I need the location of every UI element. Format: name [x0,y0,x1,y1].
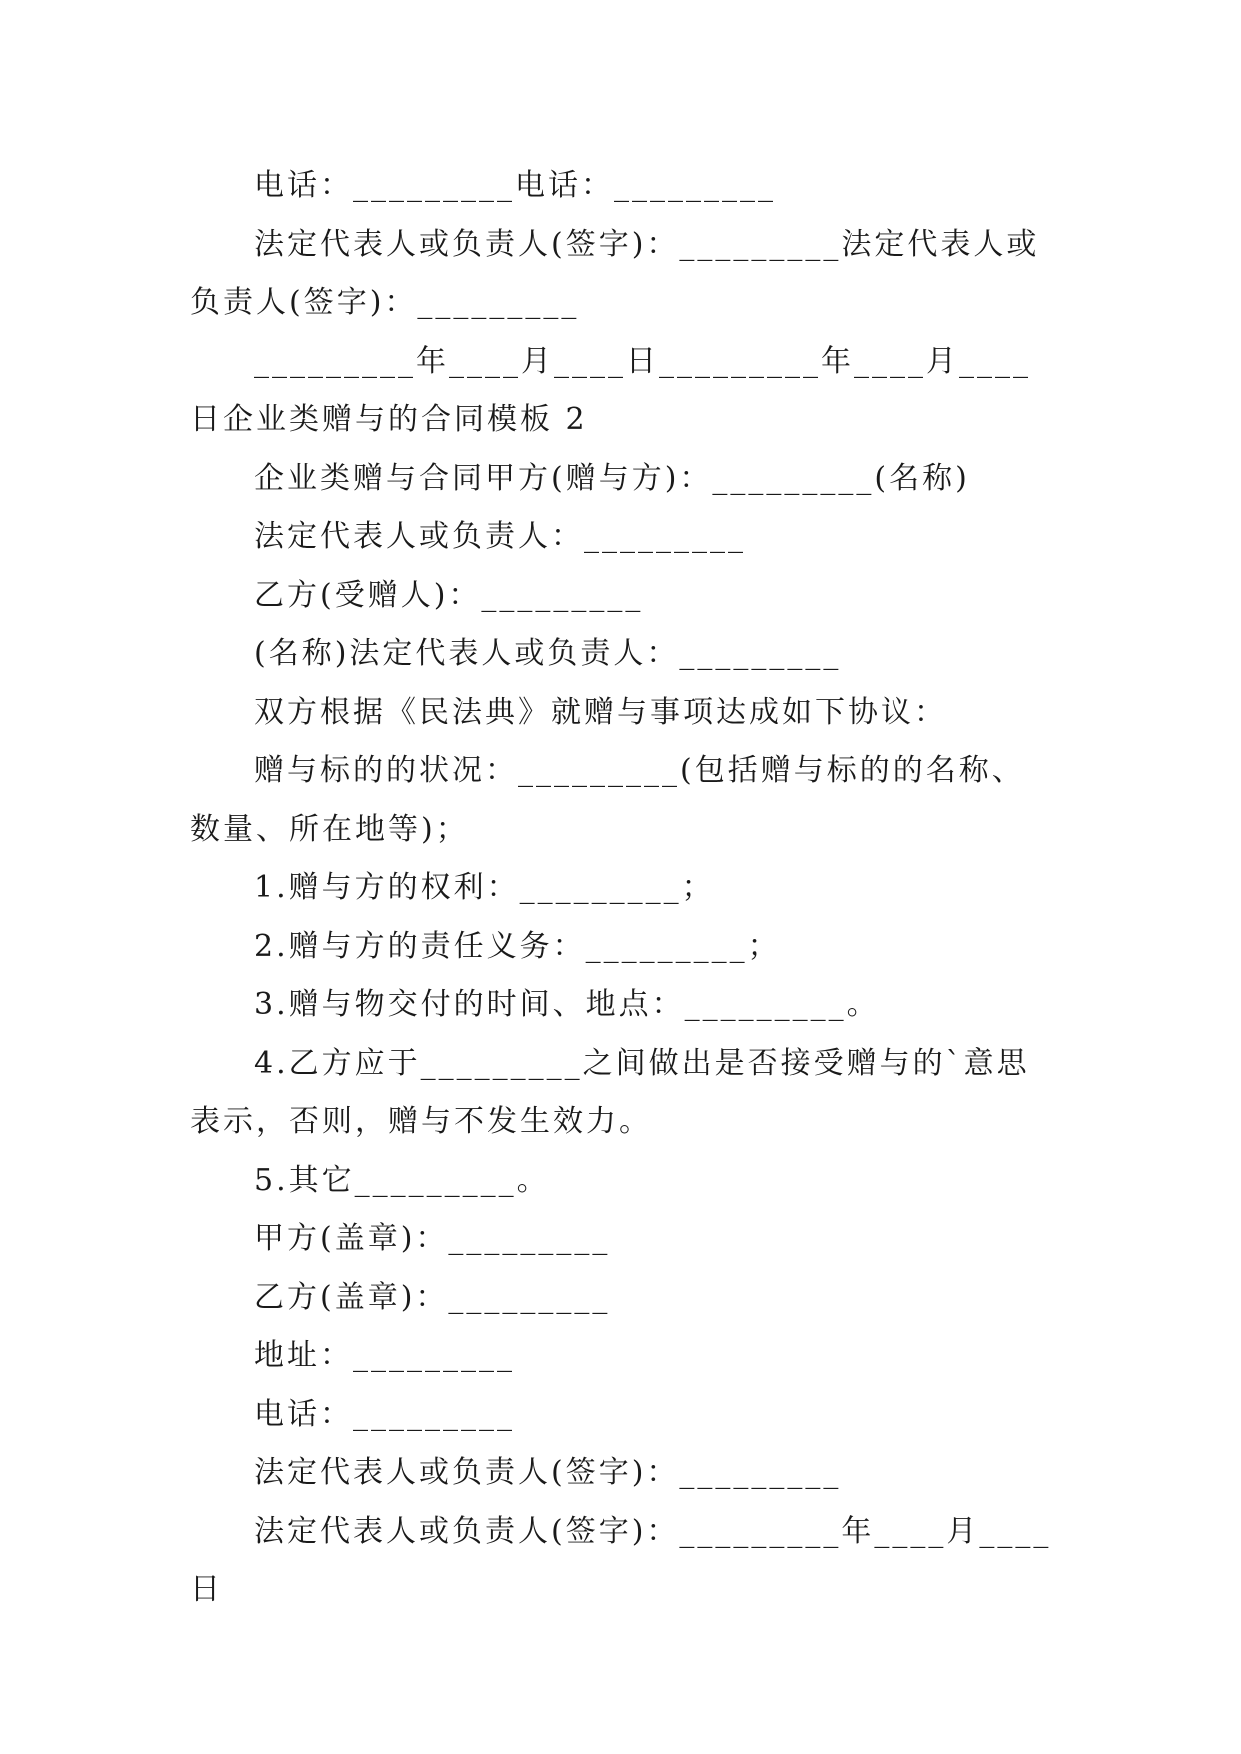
line-gift-status: 赠与标的的状况：_________(包括赠与标的的名称、数量、所在地等)； [190,753,1025,847]
clause-1: 1.赠与方的权利：_________； [254,870,715,905]
document-body [190,157,1054,1620]
line-legal-rep-signature-date: 法定代表人或负责人(签字)：_________年____月____日 [190,1513,1052,1607]
clause-3: 3.赠与物交付的时间、地点：_________。 [254,987,880,1022]
clause-2: 2.赠与方的责任义务：_________； [254,928,781,964]
line-date-and-title: _________年____月____日_________年____月____日企业类赠与的合同模板 2 [190,343,1031,437]
line-party-a: 企业类赠与合同甲方(赠与方)：_________(名称) [254,460,970,496]
clause-5: 5.其它_________。 [254,1162,550,1198]
line-party-b: 乙方(受赠人)：_________ [254,577,644,613]
line-agreement-intro: 双方根据《民法典》就赠与事项达成如下协议： [254,694,947,730]
line-legal-rep-signature: 法定代表人或负责人(签字)：_________法定代表人或负责人(签字)：_________ [190,226,1040,320]
line-phone-2: 电话：_________ [254,1396,515,1432]
clause-4: 4.乙方应于_________之间做出是否接受赠与的`意思表示，否则，赠与不发生效力。 [190,1045,1030,1139]
line-party-b-seal: 乙方(盖章)：_________ [254,1279,611,1315]
line-party-a-seal: 甲方(盖章)：_________ [254,1221,611,1256]
line-legal-rep-signature-2: 法定代表人或负责人(签字)：_________ [254,1455,842,1490]
line-legal-rep: 法定代表人或负责人：_________ [254,519,746,554]
line-address: 地址：_________ [254,1338,515,1373]
line-phone: 电话：_________电话：_________ [254,168,776,203]
line-party-b-legal-rep: (名称)法定代表人或负责人：_________ [254,636,842,671]
